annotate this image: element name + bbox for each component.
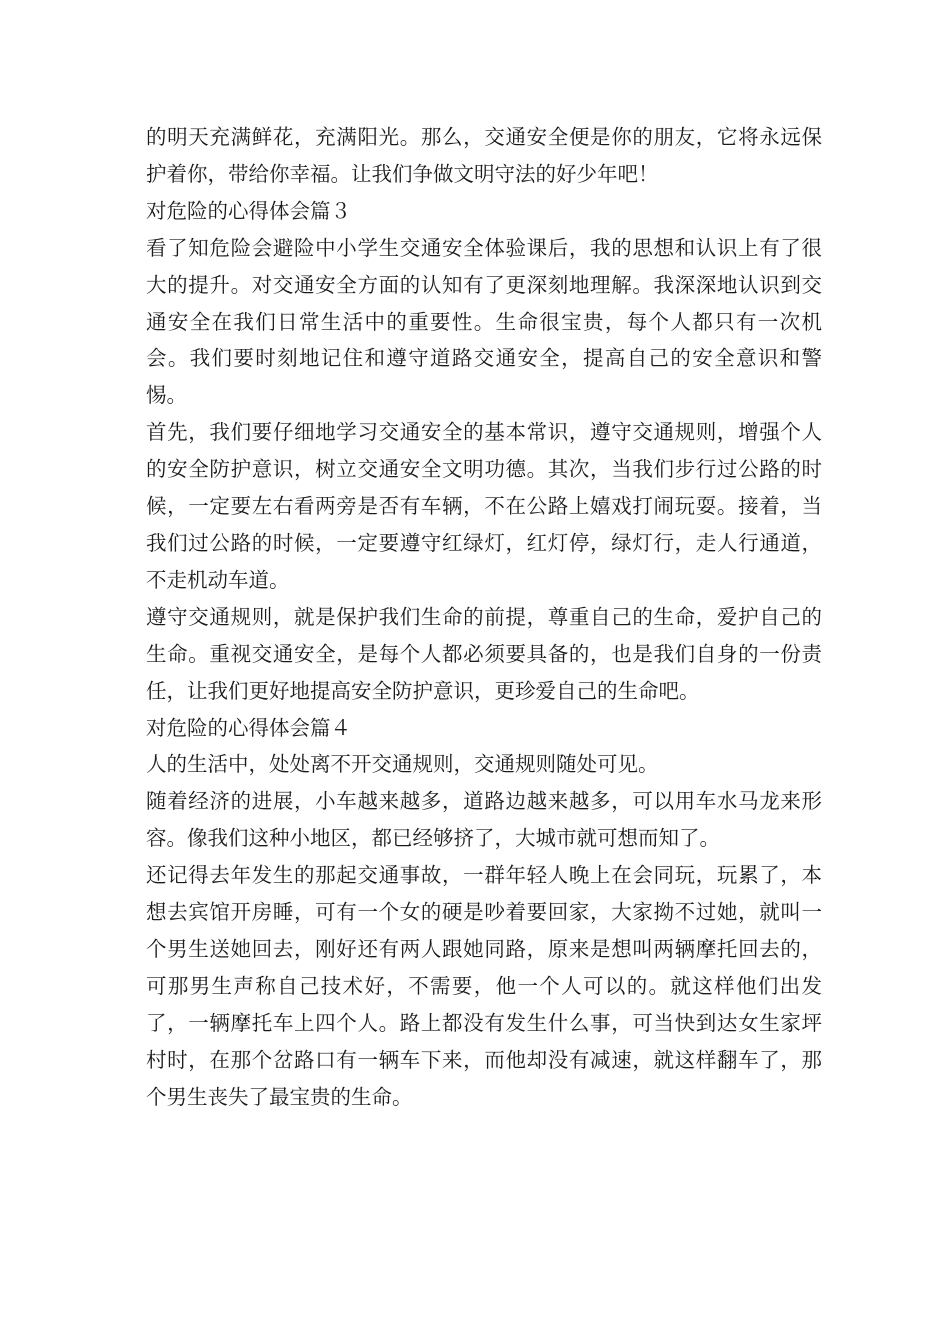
paragraph: 遵守交通规则，就是保护我们生命的前提，尊重自己的生命，爱护自己的生命。重视交通安全，是每个人都必须要具备的，也是我们自身的一份责任，让我们更好地提高安全防护意识，更珍爱自己的生命吧。 bbox=[146, 604, 822, 703]
paragraph: 看了知危险会避险中小学生交通安全体验课后，我的思想和认识上有了很大的提升。对交通安全方面的认知有了更深刻地理解。我深深地认识到交通安全在我们日常生活中的重要性。生命很宝贵，每个人都只有一次机会。我们要时刻地记住和遵守道路交通安全，提高自己的安全意识和警惕。 bbox=[146, 235, 822, 408]
paragraph: 的明天充满鲜花，充满阳光。那么，交通安全便是你的朋友，它将永远保护着你，带给你幸福。让我们争做文明守法的好少年吧！ bbox=[146, 125, 822, 186]
section-heading: 对危险的心得体会篇３ bbox=[146, 198, 351, 223]
paragraph: 随着经济的进展，小车越来越多，道路边越来越多，可以用车水马龙来形容。像我们这种小地区，都已经够挤了，大城市就可想而知了。 bbox=[146, 789, 822, 851]
section-heading: 对危险的心得体会篇４ bbox=[146, 715, 351, 740]
document-body bbox=[146, 119, 822, 1115]
paragraph: 首先，我们要仔细地学习交通安全的基本常识，遵守交通规则，增强个人的安全防护意识，树立交通安全文明功德。其次，当我们步行过公路的时候，一定要左右看两旁是否有车辆，不在公路上嬉戏打闹玩耍。接着，当我们过公路的时候，一定要遵守红绿灯，红灯停，绿灯行，走人行通道，不走机动车道。 bbox=[146, 420, 822, 592]
paragraph: 还记得去年发生的那起交通事故，一群年轻人晚上在会同玩，玩累了，本想去宾馆开房睡，可有一个女的硬是吵着要回家，大家拗不过她，就叫一个男生送她回去，刚好还有两人跟她同路，原来是想叫两辆摩托回去的，可那男生声称自己技术好，不需要，他一个人可以的。就这样他们出发了，一辆摩托车上四个人。路上都没有发生什么事，可当快到达女生家坪村时，在那个岔路口有一辆车下来，而他却没有减速，就这样翻车了，那个男生丧失了最宝贵的生命。 bbox=[146, 863, 822, 1109]
paragraph: 人的生活中，处处离不开交通规则，交通规则随处可见。 bbox=[146, 752, 659, 777]
